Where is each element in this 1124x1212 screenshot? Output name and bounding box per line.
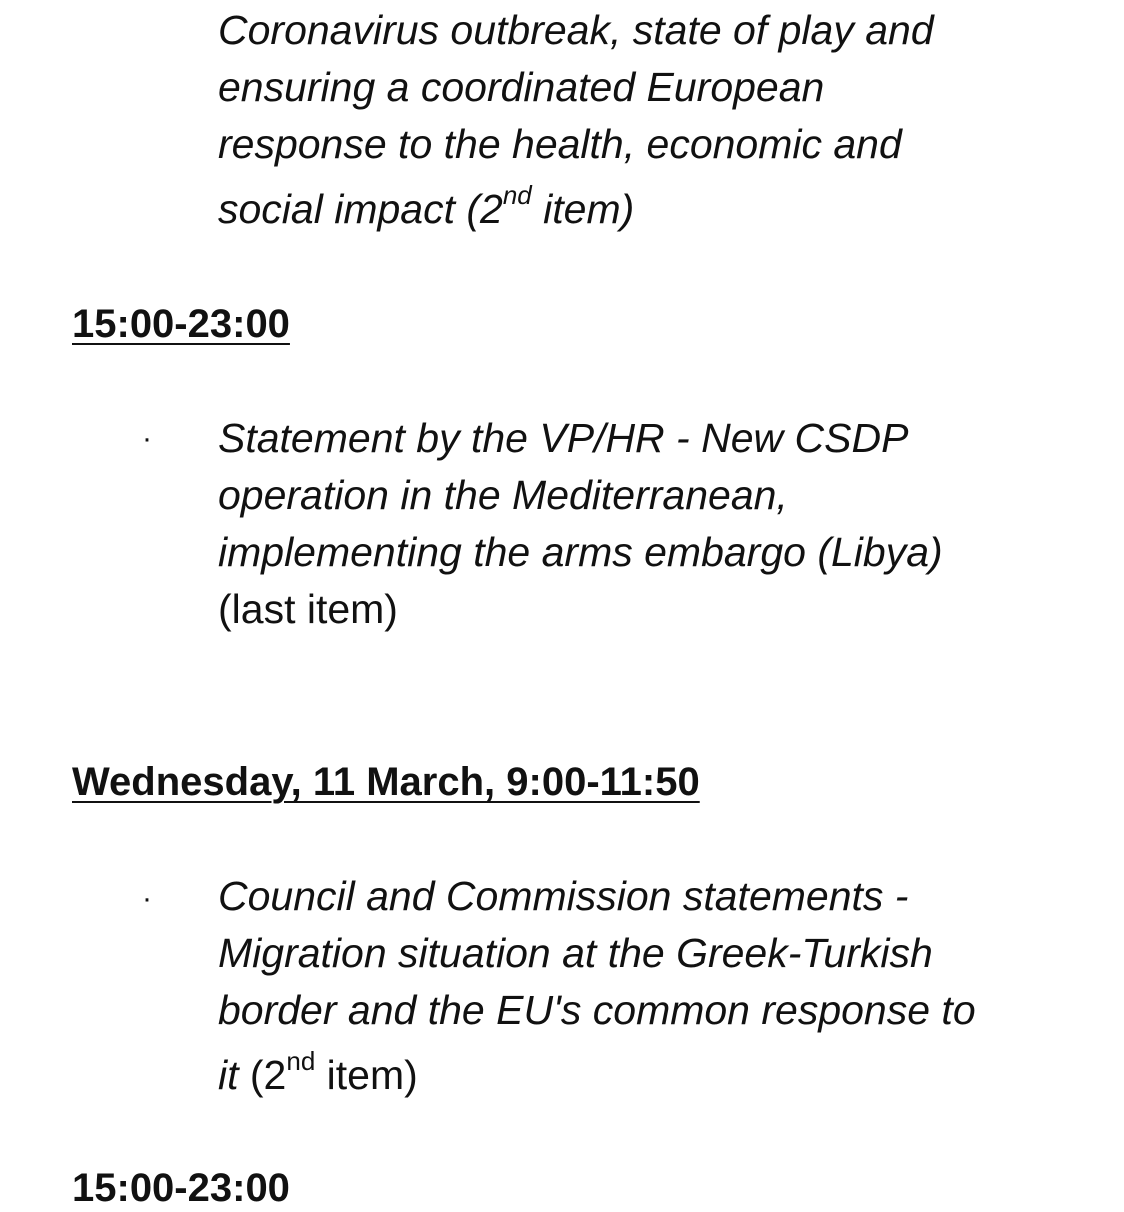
time-slot-heading-text: 15:00-23:00 bbox=[72, 1166, 290, 1210]
ordinal-suffix: nd bbox=[502, 180, 532, 211]
item-line-text: item) bbox=[531, 186, 635, 232]
time-slot-heading: Wednesday, 11 March, 9:00-11:50 bbox=[72, 760, 700, 804]
item-line: response to the health, economic and bbox=[218, 121, 902, 167]
ordinal-suffix: nd bbox=[286, 1046, 316, 1077]
item-line: ensuring a coordinated European bbox=[218, 64, 825, 110]
item-line-text: social impact (2 bbox=[218, 186, 503, 232]
item-line: Council and Commission statements - bbox=[218, 873, 909, 919]
item-line: (last item) bbox=[218, 586, 398, 632]
item-line bbox=[218, 181, 1078, 238]
item-line bbox=[218, 1047, 1078, 1104]
agenda-item-migration bbox=[218, 868, 1078, 1104]
bullet-point: · bbox=[142, 422, 152, 455]
agenda-item-coronavirus bbox=[218, 2, 1078, 238]
item-line: border and the EU's common response to bbox=[218, 987, 976, 1033]
agenda-item-csdp bbox=[218, 410, 1078, 638]
time-slot-heading: 15:00-23:00 bbox=[72, 302, 290, 346]
item-line-text: it bbox=[218, 1052, 239, 1098]
item-line: operation in the Mediterranean, bbox=[218, 472, 788, 518]
item-line: Statement by the VP/HR - New CSDP bbox=[218, 415, 909, 461]
item-line: Coronavirus outbreak, state of play and bbox=[218, 7, 934, 53]
item-line: Migration situation at the Greek-Turkish bbox=[218, 930, 933, 976]
item-line-text: (2 bbox=[238, 1052, 287, 1098]
item-line-text: item) bbox=[315, 1052, 418, 1098]
item-line: implementing the arms embargo (Libya) bbox=[218, 529, 943, 575]
time-slot-heading-cut-off bbox=[72, 1162, 372, 1210]
bullet-point: · bbox=[142, 882, 152, 915]
